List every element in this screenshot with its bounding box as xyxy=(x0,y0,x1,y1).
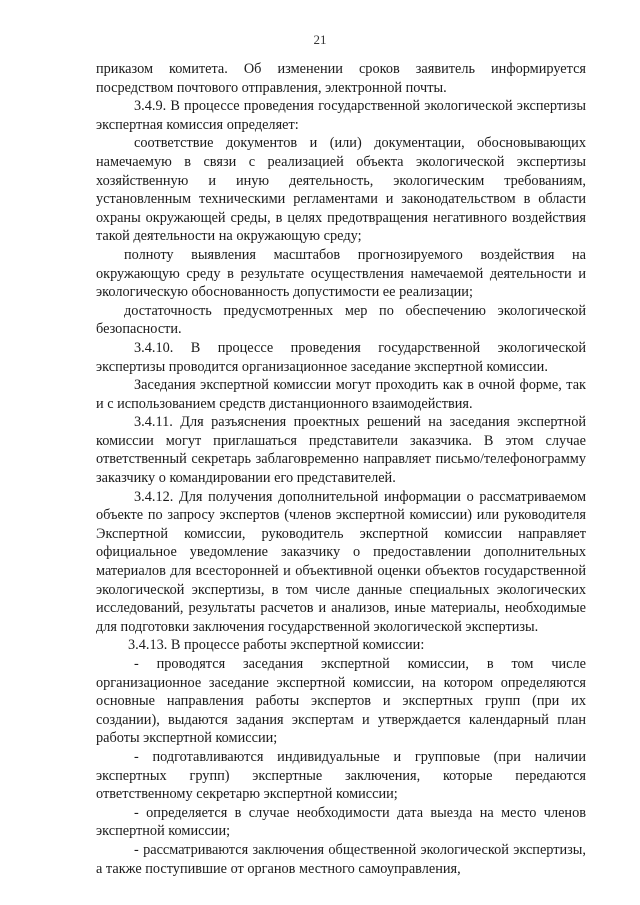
paragraph: 3.4.10. В процессе проведения государственной экологической экспертизы проводится организационное заседание экспертной комиссии. xyxy=(96,339,586,375)
list-item: - определяется в случае необходимости дата выезда на место членов экспертной комиссии; xyxy=(96,804,586,840)
paragraph: 3.4.11. Для разъяснения проектных решений на заседания экспертной комиссии могут приглашаться представители заказчика. В этом случае ответственный секретарь заблаговременно направляет письмо/телефонограмму заказчику о командировании его представителей. xyxy=(96,414,586,487)
list-item: - проводятся заседания экспертной комиссии, в том числе организационное заседание экспертной комиссии, на котором определяются основные направления работы экспертов и экспертных групп (при их создании), выдаются задания экспертам и утверждается календарный план работы экспертной комиссии; xyxy=(96,656,586,747)
document-body xyxy=(96,60,586,878)
paragraph: 3.4.13. В процессе работы экспертной комиссии: xyxy=(128,637,425,654)
paragraph: достаточность предусмотренных мер по обеспечению экологической безопасности. xyxy=(96,302,586,338)
list-item: - рассматриваются заключения общественной экологической экспертизы, а также поступившие от органов местного самоуправления, xyxy=(96,841,586,877)
paragraph: 3.4.12. Для получения дополнительной информации о рассматриваемом объекте по запросу экспертов (членов экспертной комиссии) или руководителя Экспертной комиссии, руководитель экспертной комиссии направляет официальное уведомление заказчику о предоставлении дополнительных материалов для всесторонней и объективной оценки объектов государственной экологической экспертизы, в том числе данные специальных экологических исследований, результаты расчетов и анализов, иные материалы, необходимые для подготовки заключения государственной экологической экспертизы. xyxy=(96,488,586,635)
list-item: - подготавливаются индивидуальные и групповые (при наличии экспертных групп) экспертные заключения, которые передаются ответственному секретарю экспертной комиссии; xyxy=(96,748,586,803)
paragraph: 3.4.9. В процессе проведения государственной экологической экспертизы экспертная комиссия определяет: xyxy=(96,98,586,133)
paragraph: соответствие документов и (или) документации, обосновывающих намечаемую в связи с реализацией объекта экологической экспертизы хозяйственную и иную деятельность, экологическим требованиям, установленным техническими регламентами и законодательством в области охраны окружающей среды, в целях предотвращения негативного воздействия такой деятельности на окружающую среду; xyxy=(96,135,586,245)
paragraph: Заседания экспертной комиссии могут проходить как в очной форме, так и с использованием средств дистанционного взаимодействия. xyxy=(96,377,586,412)
page-number: 21 xyxy=(313,32,327,47)
paragraph: полноту выявления масштабов прогнозируемого воздействия на окружающую среду в результате осуществления намечаемой деятельности и экологическую обоснованность допустимости ее реализации; xyxy=(96,246,586,301)
paragraph: приказом комитета. Об изменении сроков заявитель информируется посредством почтового отправления, электронной почты. xyxy=(96,61,586,96)
